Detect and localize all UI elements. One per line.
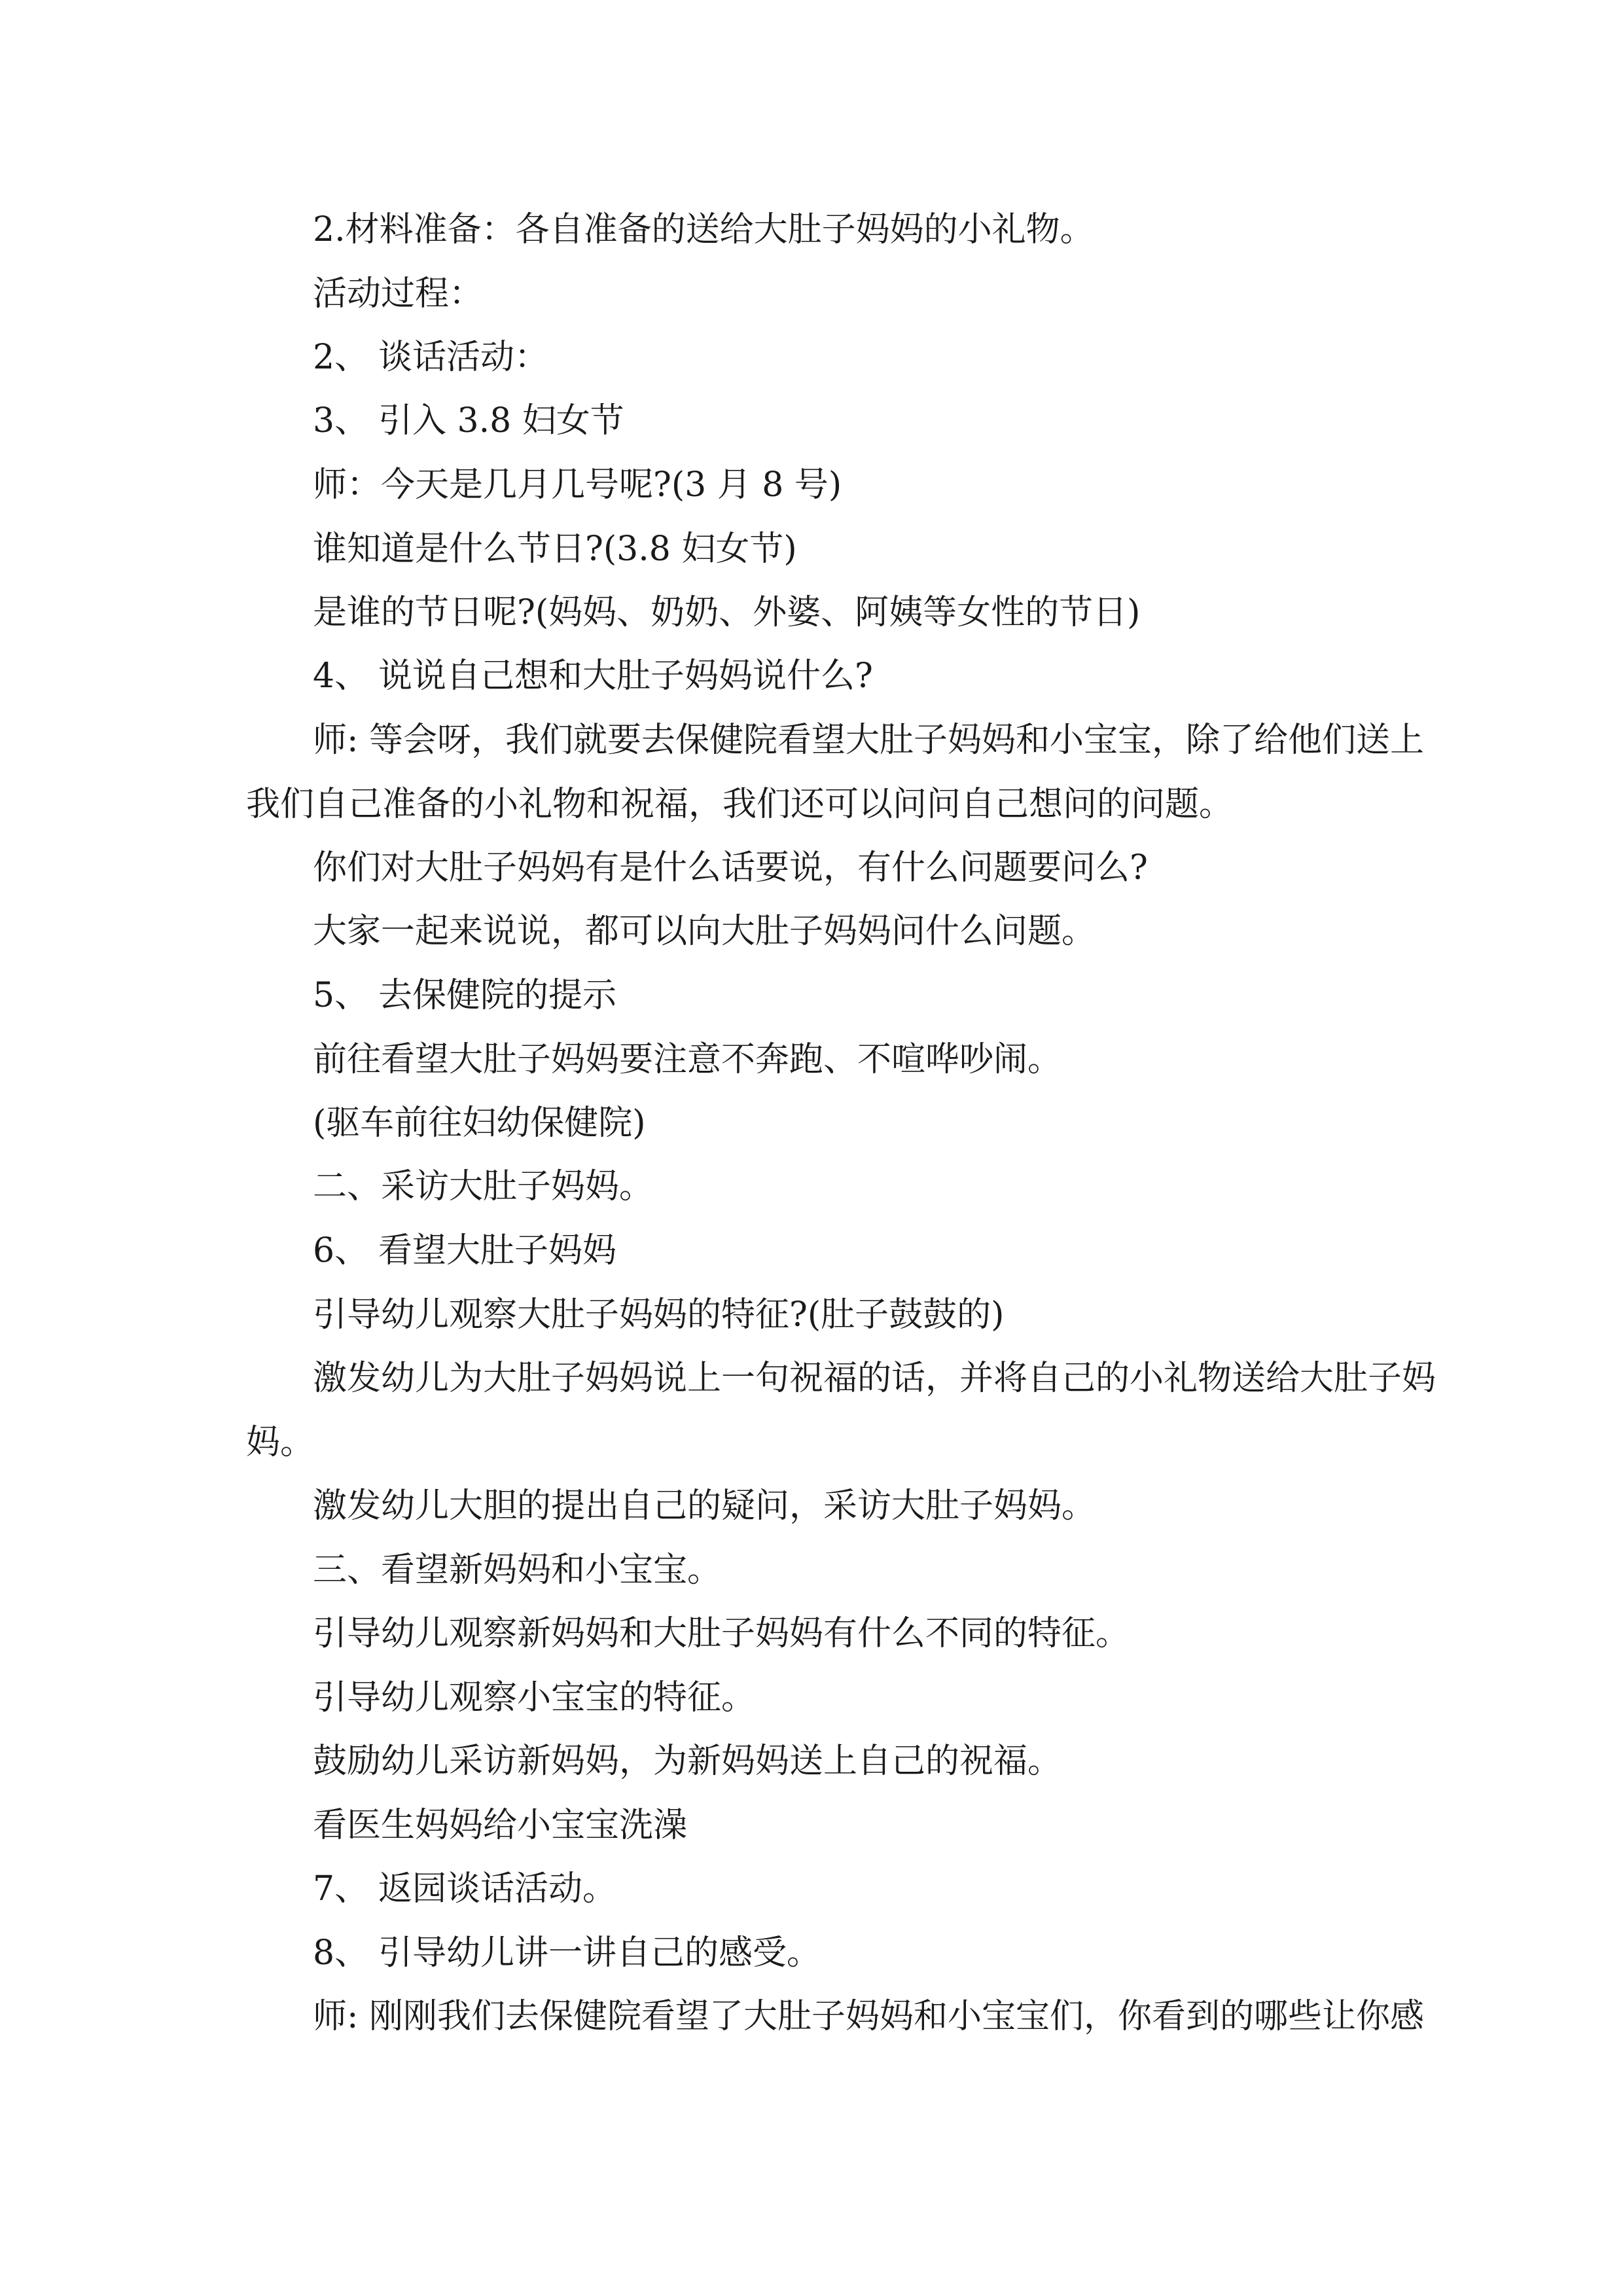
numbered-line [313,389,624,453]
paragraph-line: 谁知道是什么节日?(3.8 妇女节) [313,529,797,569]
numbered-line [313,325,548,389]
numbered-line [313,1219,616,1283]
paragraph-line: 鼓励幼儿采访新妈妈，为新妈妈送上自己的祝福。 [313,1742,1062,1781]
paragraph-line: 2.材料准备：各自准备的送给大肚子妈妈的小礼物。 [313,210,1094,249]
paragraph-line: 引导幼儿观察小宝宝的特征。 [313,1678,756,1717]
list-number: 4、 [313,656,369,696]
list-text: 说说自己想和大肚子妈妈说什么? [378,656,873,696]
numbered-line [313,644,873,708]
list-text: 返园谈话活动。 [378,1869,617,1909]
paragraph-line: 看医生妈妈给小宝宝洗澡 [313,1806,688,1845]
numbered-line [313,963,616,1028]
paragraph-line: 师：今天是几月几号呢?(3 月 8 号) [313,465,842,505]
list-number: 2、 [313,338,369,377]
paragraph-line: 激发幼儿为大肚子妈妈说上一句祝福的话，并将自己的小礼物送给大肚子妈 [313,1359,1436,1398]
paragraph-line: 活动过程： [313,274,484,314]
list-text: 引导幼儿讲一讲自己的感受。 [378,1933,821,1973]
paragraph-line: 师: 等会呀，我们就要去保健院看望大肚子妈妈和小宝宝，除了给他们送上 [313,721,1425,760]
paragraph-line: 师: 刚刚我们去保健院看望了大肚子妈妈和小宝宝们，你看到的哪些让你感 [313,1997,1425,2036]
paragraph-line: 大家一起来说说，都可以向大肚子妈妈问什么问题。 [313,912,1096,951]
list-number: 8、 [313,1933,369,1973]
paragraph-line: 激发幼儿大胆的提出自己的疑问，采访大肚子妈妈。 [313,1486,1096,1526]
paragraph-line: 我们自己准备的小礼物和祝福，我们还可以问问自己想问的问题。 [246,785,1234,824]
list-number: 7、 [313,1869,369,1909]
paragraph-line: 引导幼儿观察大肚子妈妈的特征?(肚子鼓鼓的) [313,1295,1005,1335]
numbered-line [313,1921,821,1985]
list-text: 看望大肚子妈妈 [378,1231,617,1270]
paragraph-line: 前往看望大肚子妈妈要注意不奔跑、不喧哗吵闹。 [313,1040,1062,1079]
paragraph-line: 二、采访大肚子妈妈。 [313,1167,654,1206]
list-number: 6、 [313,1231,369,1270]
list-number: 3、 [313,401,369,440]
list-text: 谈话活动： [378,338,549,377]
paragraph-line: 三、看望新妈妈和小宝宝。 [313,1551,722,1590]
list-number: 5、 [313,976,369,1015]
paragraph-line: (驱车前往妇幼保健院) [313,1103,646,1143]
paragraph-line: 你们对大肚子妈妈有是什么话要说，有什么问题要问么? [313,848,1148,888]
list-text: 去保健院的提示 [378,976,617,1015]
paragraph-line: 是谁的节日呢?(妈妈、奶奶、外婆、阿姨等女性的节日) [313,593,1141,632]
paragraph-line: 引导幼儿观察新妈妈和大肚子妈妈有什么不同的特征。 [313,1614,1130,1653]
paragraph-line: 妈。 [246,1423,315,1462]
list-text: 引入 3.8 妇女节 [378,401,624,440]
numbered-line [313,1857,616,1921]
